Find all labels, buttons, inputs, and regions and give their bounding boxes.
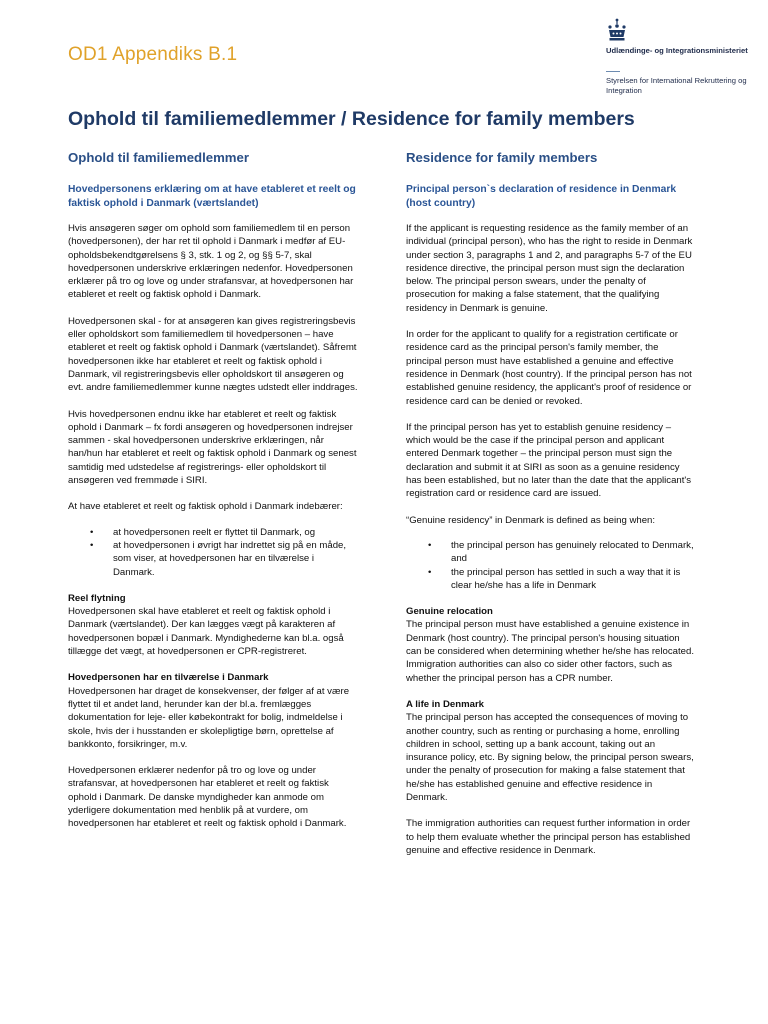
section-text: The principal person has accepted the consequences of moving to another country, such as renting or purchasing a home, enrolling children in school, setting up a bank account, taking out an insurance policy, etc. By signing below, the principal person swears, under the penalty of prosecution for making a false statement that he/she has established genuine and effective residence in Denmark.: [406, 712, 694, 803]
ministry-name: Udlændinge- og Integrationsministeriet: [606, 46, 748, 55]
paragraph: Hovedpersonen erklærer nedenfor på tro og love og under strafansvar, at hovedpersonen har etableret et reelt og faktisk ophold i Danmark. De danske myndigheder kan anmode om yderligere dokumentation med henblik på at vurdere, om hovedpersonen har etableret et reelt og faktisk ophold i Danmark.: [68, 765, 347, 830]
paragraph: The immigration authorities can request further information in order to help them evaluate whether the principal person has established genuine and effective residence in Denmark.: [406, 818, 691, 856]
bullet-icon: •: [428, 539, 432, 551]
section-text: The principal person must have established a genuine existence in Denmark (host country). The principal person's housing situation can be considered when determining whether he/she has relocated. Immigration authorities can also co sider other factors, such as whether the principal person has a CPR number.: [406, 619, 694, 684]
section-title: A life in Denmark: [406, 698, 485, 710]
bullet-list: [68, 526, 358, 579]
list-item: [68, 526, 358, 539]
bullet-icon: •: [428, 566, 432, 578]
paragraph: At have etableret et reelt og faktisk ophold i Danmark indebærer:: [68, 501, 343, 513]
crown-icon: [606, 18, 628, 44]
bullet-list: [406, 539, 696, 592]
agency-name: Styrelsen for International Rekruttering og Integration: [606, 76, 747, 95]
section-title: Genuine relocation: [406, 606, 493, 618]
list-item: [68, 539, 358, 579]
paragraph: In order for the applicant to qualify for a registration certificate or residence card as the principal person's family member, the principal person must have established a genuine and effective residence in Denmark (host country). If the principal person has not established genuine residency, the applicant's proof of residence or residence card can be denied or revoked.: [406, 329, 692, 407]
page-title: Ophold til familiemedlemmer / Residence for family members: [68, 108, 635, 130]
section: [68, 592, 358, 658]
column-subheading: Principal person`s declaration of residence in Denmark (host country): [406, 184, 677, 209]
list-item: [406, 566, 696, 593]
paragraph: Hovedpersonen skal - for at ansøgeren kan gives registreringsbevis eller opholdskort som familiemedlem til hovedpersonen – have etableret et reelt og faktisk ophold i Danmark (værtslandet). Såfremt hovedpersonen ikke har etableret et reelt og faktisk ophold i Danmark, vil registreringsbevis eller opholdskort til ansøgeren og evt. andre familiemedlemmer kunne nægtes udstedt eller inddrages.: [68, 315, 358, 394]
list-item-text: at hovedpersonen i øvrigt har indrettet sig på en måde, som viser, at hovedpersonen har en tilværelse i Danmark.: [113, 539, 347, 578]
paragraph: If the principal person has yet to establish genuine residency – which would be the case if the principal person and applicant entered Denmark together – the principal person must sign the declaration and submit it at SIRI as soon as a genuine residency has been established, but no later than the date that the applicant's registration card or residence card are issued.: [406, 421, 692, 500]
column-subheading: Hovedpersonens erklæring om at have etableret et reelt og faktisk ophold i Danmark (værtslandet): [68, 184, 356, 209]
section-title: Hovedpersonen har en tilværelse i Danmark: [68, 672, 269, 684]
section: [406, 698, 696, 804]
paragraph: Hvis ansøgeren søger om ophold som familiemedlem til en person (hovedpersonen), der har ret til ophold i Danmark i medfør af EU-opholdsbekendtgørelsens § 3, stk. 1 og 2, og §§ 5-7, skal hovedpersonen underskrive erklæringen nedenfor. Hovedpersonen erklærer på tro og love og under strafansvar, at hovedpersonen har etableret et reelt og faktisk ophold i Danmark.: [68, 223, 354, 301]
section-title: Reel flytning: [68, 592, 126, 604]
list-item-text: the principal person has settled in such a way that it is clear he/she has a life in Denmark: [451, 566, 681, 591]
column-heading: Ophold til familiemedlemmer: [68, 150, 249, 165]
bullet-icon: •: [90, 539, 94, 551]
bullet-icon: •: [90, 526, 94, 538]
list-item: [406, 539, 696, 566]
section: [406, 605, 696, 685]
section-text: Hovedpersonen har draget de konsekvenser, der følger af at være flyttet til et andet land, herunder kan der bl.a. fremlægges dokumentation for leje- eller købekontrakt for bolig, indmeldelse i skole, hvis der i husstanden er skolepligtige børn, oprettelse af bankkonto, forsikringer, m.v.: [68, 685, 350, 750]
danish-column: [68, 150, 358, 844]
section-text: Hovedpersonen skal have etableret et reelt og faktisk ophold i Danmark (værtslandet). Der kan lægges vægt på karakteren af hovedpersonen bopæl i Danmark. Myndighederne kan bl.a. også tillægge det vægt, at hovedpersonen er CPR-registreret.: [68, 606, 344, 658]
list-item-text: the principal person has genuinely relocated to Denmark, and: [451, 539, 694, 565]
paragraph: If the applicant is requesting residence as the family member of an individual (principal person), who has the right to reside in Denmark under section 3, paragraphs 1 and 2, and paragraphs 5-7 of the EU residence directive, the principal person must sign the declaration below. The principal person swears, under the penalty of prosecution for making a false statement, that the qualifying residency in Denmark is genuine.: [406, 223, 693, 314]
list-item-text: at hovedpersonen reelt er flyttet til Danmark, og: [113, 526, 316, 538]
logo-divider: [606, 71, 620, 72]
column-heading: Residence for family members: [406, 150, 598, 165]
paragraph: “Genuine residency” in Denmark is defined as being when:: [406, 514, 656, 526]
appendix-label: OD1 Appendiks B.1: [68, 44, 238, 65]
paragraph: Hvis hovedpersonen endnu ikke har etableret et reelt og faktisk ophold i Danmark – fx fordi ansøgeren og hovedpersonen indrejser sammen - skal hovedpersonen underskrive erklæringen, når han/hun har etableret et reelt og faktisk ophold i Danmark og senest samtidig med udstedelse af registrerings- eller opholdskort til ansøgeren ved fremmøde i SIRI.: [68, 408, 357, 487]
english-column: [406, 150, 696, 870]
section: [68, 671, 358, 751]
